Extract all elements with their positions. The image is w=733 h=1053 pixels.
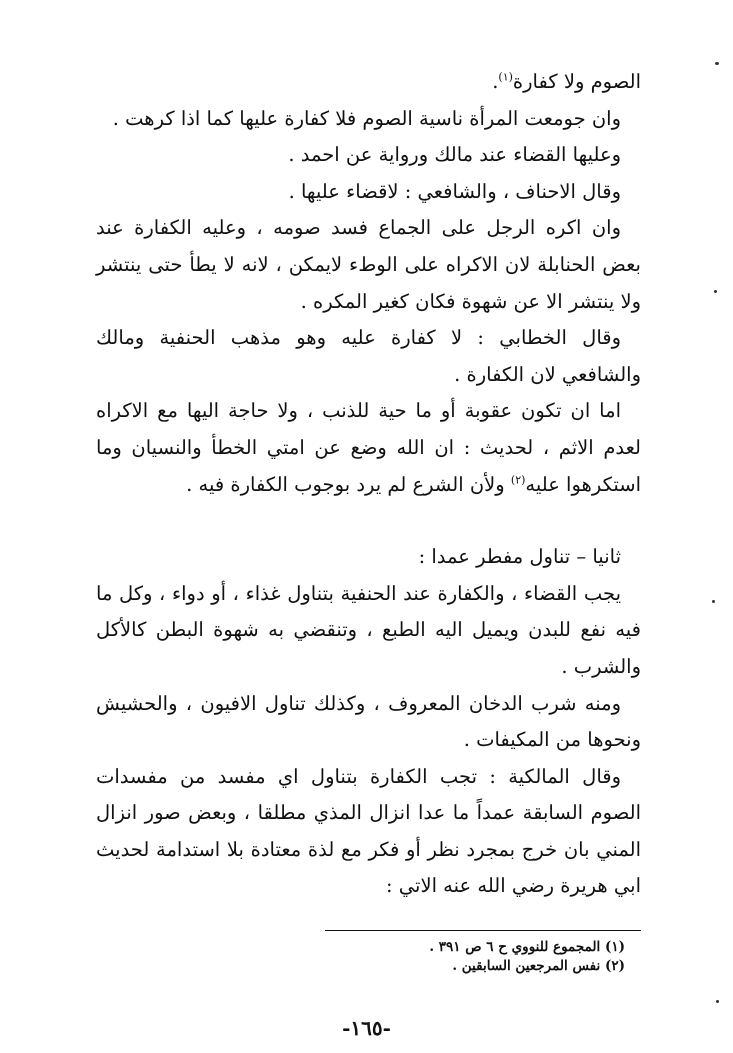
scan-speck bbox=[715, 62, 719, 65]
section-heading: ثانيا – تناول مفطر عمدا : bbox=[418, 545, 621, 569]
paragraph: وقال الخطابي : لا كفارة عليه وهو مذهب الحنفية ومالك والشافعي لان الكفارة . bbox=[96, 326, 641, 386]
paragraph: وان اكره الرجل على الجماع فسد صومه ، وعليه الكفارة عند بعض الحنابلة لان الاكراه على الوطء لايمكن ، لانه لا يطأ حتى ينتشر ولا ينتشر الا عن شهوة فكان كغير المكره . bbox=[96, 216, 641, 313]
scan-speck bbox=[714, 290, 717, 293]
body-text bbox=[96, 64, 641, 905]
scan-speck bbox=[716, 1000, 719, 1003]
page-number: -١٦٥- bbox=[342, 1016, 391, 1040]
paragraph-text: الصوم ولا كفارة bbox=[512, 70, 641, 93]
paragraph: وقال الاحناف ، والشافعي : لاقضاء عليها . bbox=[288, 179, 621, 203]
footnote: (١) المجموع للنووي ح ٦ ص ٣٩١ . bbox=[429, 939, 625, 955]
footnotes bbox=[185, 938, 625, 976]
paragraph: وقال المالكية : تجب الكفارة بتناول اي مفسد من مفسدات الصوم السابقة عمداً ما عدا انزال المذي مطلقا ، وبعض صور انزال المني بان خرج بمجرد نظر أو فكر مع لذة معتادة بلا استدامة لحديث ابي هريرة رضي الله عنه الاتي : bbox=[96, 764, 641, 898]
paragraph bbox=[96, 64, 641, 101]
paragraph: وان جومعت المرأة ناسية الصوم فلا كفارة عليها كما اذا كرهت . bbox=[112, 106, 621, 130]
footnote-divider bbox=[325, 930, 641, 931]
footnote-ref: (٢) bbox=[510, 473, 526, 487]
scan-speck bbox=[712, 600, 715, 603]
paragraph bbox=[96, 393, 641, 503]
paragraph: ومنه شرب الدخان المعروف ، وكذلك تناول الافيون ، والحشيش ونحوها من المكيفات . bbox=[96, 691, 641, 752]
paragraph-text: ولأن الشرع لم يرد بوجوب الكفارة فيه . bbox=[186, 472, 511, 496]
paragraph-text: اما ان تكون عقوبة أو ما حية للذنب ، ولا حاجة اليها مع الاكراه لعدم الاثم ، لحديث : ان الله وضع عن امتي الخطأ والنسيان وما استكرهوا عليه bbox=[96, 399, 641, 496]
footnote: (٢) نفس المرجعين السابقين . bbox=[452, 958, 625, 974]
footnote-ref: (١) bbox=[498, 70, 513, 84]
paragraph: وعليها القضاء عند مالك ورواية عن احمد . bbox=[288, 143, 621, 167]
paragraph: يجب القضاء ، والكفارة عند الحنفية بتناول غذاء ، أو دواء ، وكل ما فيه نفع للبدن ويميل اليه الطبع ، وتنقضي به شهوة البطن كالأكل والشرب . bbox=[96, 581, 641, 678]
paragraph-text: . bbox=[492, 70, 499, 93]
